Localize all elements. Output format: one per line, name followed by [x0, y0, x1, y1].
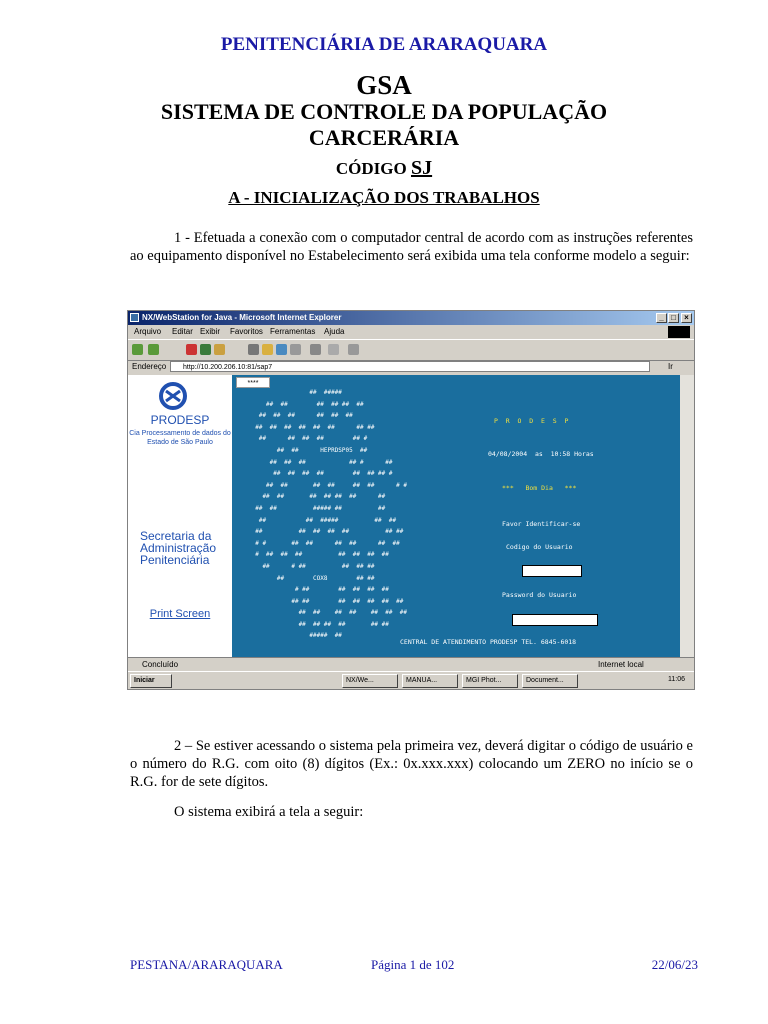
prodesp-subtitle: Cia Processamento de dados do Estado de São Paulo — [129, 430, 231, 446]
print-icon[interactable] — [310, 344, 321, 355]
app-icon — [130, 313, 139, 322]
vertical-scrollbar[interactable] — [680, 375, 694, 657]
home-icon[interactable] — [214, 344, 225, 355]
discuss-icon[interactable] — [348, 344, 359, 355]
terminal-footer: CENTRAL DE ATENDIMENTO PRODESP TEL. 6845-6018 — [400, 638, 577, 646]
code-label: CÓDIGO — [335, 159, 407, 178]
ascii-art-map: ## ##### ## ## ## ## ## ## ## ## ## ## ## ## ## ## ## ## ## ## ## ## ## ## ## ## ## # ## ## HEPRDSP05 ## ## ## ## ## # ## ## ## ## ## ## ## ## # ## ## ## ## ## ## # # ## ## ## ## ## ## ## ## ## ##### ## ## ## ## ##### ## ## ## ## ## ## ## ## ## # # ## ## ## ## ## ## # ## ## ## ## ## ## ## ## # ## ## ## ## ## COX8 ## ## # ## ## ## ## ## ## ## ## ## ## ## ## ## ## ## ## ## ## ## ## ## ## ## ## ## ##### ## — [255, 389, 407, 640]
paragraph-1 — [130, 229, 693, 265]
terminal-prompt: Favor Identificar-se — [502, 520, 581, 528]
forward-icon[interactable] — [148, 344, 159, 355]
left-panel — [128, 375, 233, 657]
terminal-time: 10:58 Horas — [550, 450, 594, 458]
paragraph-2 — [130, 737, 693, 791]
terminal-date: 04/08/2004 — [488, 450, 528, 458]
embedded-screenshot — [127, 310, 695, 690]
status-text: Concluído — [142, 660, 179, 669]
terminal-title: P R O D E S P — [494, 417, 569, 425]
terminal-button[interactable]: **** — [236, 377, 270, 388]
taskbar-clock: 11:06 — [668, 676, 685, 683]
code-heading — [0, 157, 768, 180]
code-value: SJ — [410, 157, 433, 179]
menu-item-exibir[interactable]: Exibir — [200, 327, 221, 336]
password-label: Password do Usuario — [502, 591, 577, 599]
user-code-label: Codigo do Usuario — [506, 543, 573, 551]
status-bar — [128, 657, 694, 671]
menu-item-arquivo[interactable]: Arquivo — [134, 327, 162, 336]
menu-bar — [128, 325, 694, 339]
go-button[interactable]: Ir — [668, 362, 673, 371]
paragraph-1-text: 1 - Efetuada a conexão com o computador central de acordo com as instruções referentes ao equipamento disponível no Estabelecimento será exibida uma tela conforme modelo a seguir: — [130, 230, 693, 264]
terminal-screen — [232, 375, 680, 657]
prodesp-logo-icon — [158, 381, 188, 411]
footer-left: PESTANA/ARARAQUARA — [130, 957, 283, 972]
search-icon[interactable] — [248, 344, 259, 355]
refresh-icon[interactable] — [200, 344, 211, 355]
mail-icon[interactable] — [290, 344, 301, 355]
system-acronym: GSA — [356, 70, 412, 100]
organization-title: PENITENCIÁRIA DE ARARAQUARA — [220, 34, 548, 55]
section-title: A - INICIALIZAÇÃO DOS TRABALHOS — [228, 188, 540, 207]
task-mgi-photo[interactable]: MGI Phot... — [462, 674, 518, 688]
print-screen-link[interactable]: Print Screen — [149, 608, 211, 620]
menu-item-editar[interactable]: Editar — [172, 327, 193, 336]
edit-icon[interactable] — [328, 344, 339, 355]
address-bar — [128, 360, 694, 374]
paragraph-2-text: 2 – Se estiver acessando o sistema pela primeira vez, deverá digitar o código de usuário e o número do R.G. com oito (8) dígitos (Ex.: 0x.xxx.xxx) colocando um ZERO no início se o R.G. for de sete dígitos. — [130, 738, 693, 790]
window-title: NX/WebStation for Java - Microsoft Internet Explorer — [142, 313, 342, 322]
user-code-input[interactable] — [522, 565, 582, 577]
menu-item-ajuda[interactable]: Ajuda — [324, 327, 345, 336]
task-nxweb[interactable]: NX/We... — [342, 674, 398, 688]
system-title — [0, 99, 768, 151]
address-label: Endereço — [132, 362, 167, 371]
prodesp-brand: PRODESP — [150, 413, 210, 427]
close-icon[interactable]: × — [681, 313, 692, 323]
menu-item-favoritos[interactable]: Favoritos — [230, 327, 263, 336]
paragraph-3 — [130, 803, 693, 821]
footer-date: 22/06/23 — [651, 957, 698, 972]
system-title-line2: CARCERÁRIA — [308, 125, 460, 150]
windows-logo-icon — [668, 326, 690, 338]
address-input[interactable]: http://10.200.206.10:81/sap7 — [170, 361, 650, 372]
secretaria-name: Secretaria da Administração Penitenciária — [140, 529, 217, 567]
taskbar — [128, 671, 694, 690]
browser-toolbar — [128, 339, 694, 361]
footer-page-number: Página 1 de 102 — [371, 957, 455, 972]
terminal-date-line — [488, 450, 594, 458]
menu-item-ferramentas[interactable]: Ferramentas — [270, 327, 316, 336]
maximize-icon[interactable]: □ — [668, 313, 679, 323]
task-document[interactable]: Document... — [522, 674, 578, 688]
system-title-line1: SISTEMA DE CONTROLE DA POPULAÇÃO — [160, 99, 608, 124]
task-manual[interactable]: MANUA... — [402, 674, 458, 688]
status-zone: Internet local — [598, 660, 644, 669]
history-icon[interactable] — [276, 344, 287, 355]
terminal-greeting: *** Bom Dia *** — [502, 484, 577, 492]
back-icon[interactable] — [132, 344, 143, 355]
browser-viewport — [128, 375, 694, 657]
terminal-date-sep: as — [534, 450, 543, 458]
start-button[interactable]: Iniciar — [130, 674, 172, 688]
password-input[interactable] — [512, 614, 598, 626]
window-titlebar — [128, 311, 694, 325]
paragraph-3-text: O sistema exibirá a tela a seguir: — [174, 804, 364, 820]
favorites-icon[interactable] — [262, 344, 273, 355]
stop-icon[interactable] — [186, 344, 197, 355]
minimize-icon[interactable]: _ — [656, 313, 667, 323]
